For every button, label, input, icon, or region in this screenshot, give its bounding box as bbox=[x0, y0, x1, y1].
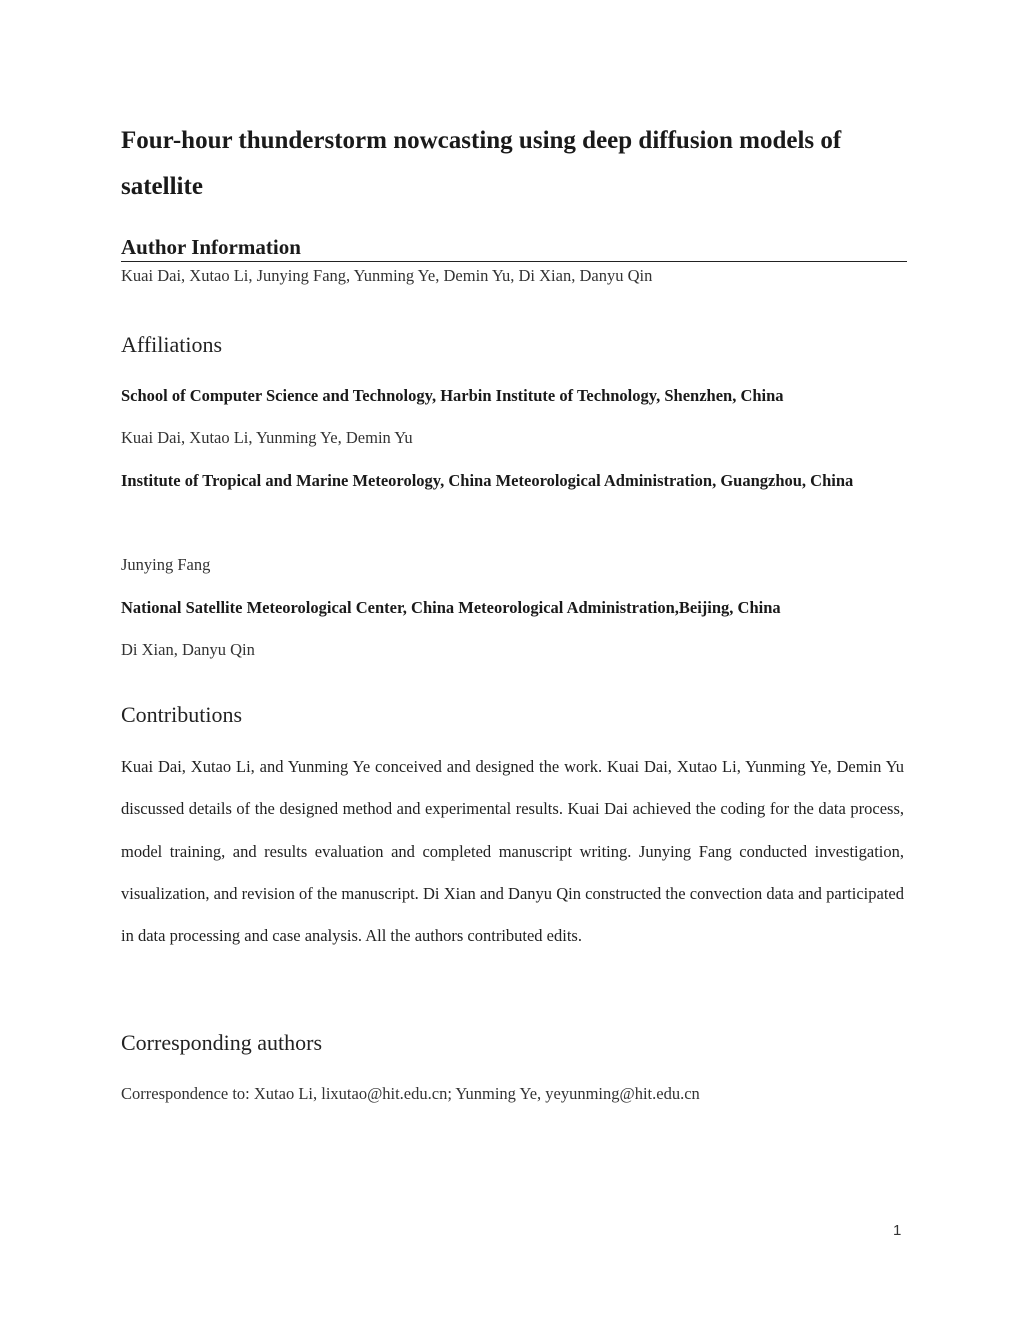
contributions-heading: Contributions bbox=[121, 702, 243, 727]
author-information-heading: Author Information bbox=[121, 235, 301, 259]
affiliation-members: Junying Fang bbox=[121, 555, 211, 574]
paper-title: Four-hour thunderstorm nowcasting using deep diffusion models of satellite bbox=[121, 127, 842, 200]
contributions-text: Kuai Dai, Xutao Li, and Yunming Ye conceived and designed the work. Kuai Dai, Xutao Li, Yunming Ye, Demin Yu discussed details of the designed method and experimental results. Kuai Dai achieved the coding for the data process, model training, and results evaluation and completed manuscript writing. Junying Fang conducted investigation, visualization, and revision of the manuscript. Di Xian and Danyu Qin constructed the convection data and participated in data processing and case analysis. All the authors contributed edits. bbox=[121, 757, 904, 946]
page-number: 1 bbox=[893, 1222, 902, 1239]
correspondence-text: Correspondence to: Xutao Li, lixutao@hit.edu.cn; Yunming Ye, yeyunming@hit.edu.cn bbox=[121, 1084, 700, 1103]
heading-rule bbox=[121, 261, 907, 262]
affiliations-heading: Affiliations bbox=[121, 332, 223, 357]
affiliation-institution: Institute of Tropical and Marine Meteorology, China Meteorological Administration, Guangzhou, China bbox=[121, 471, 854, 490]
corresponding-authors-heading: Corresponding authors bbox=[121, 1030, 323, 1055]
affiliation-members: Kuai Dai, Xutao Li, Yunming Ye, Demin Yu bbox=[121, 428, 413, 447]
affiliation-institution: School of Computer Science and Technology, Harbin Institute of Technology, Shenzhen, China bbox=[121, 386, 784, 405]
author-list: Kuai Dai, Xutao Li, Junying Fang, Yunming Ye, Demin Yu, Di Xian, Danyu Qin bbox=[121, 266, 653, 285]
affiliation-members: Di Xian, Danyu Qin bbox=[121, 640, 255, 659]
affiliation-institution: National Satellite Meteorological Center, China Meteorological Administration,Beijing, China bbox=[121, 598, 781, 617]
